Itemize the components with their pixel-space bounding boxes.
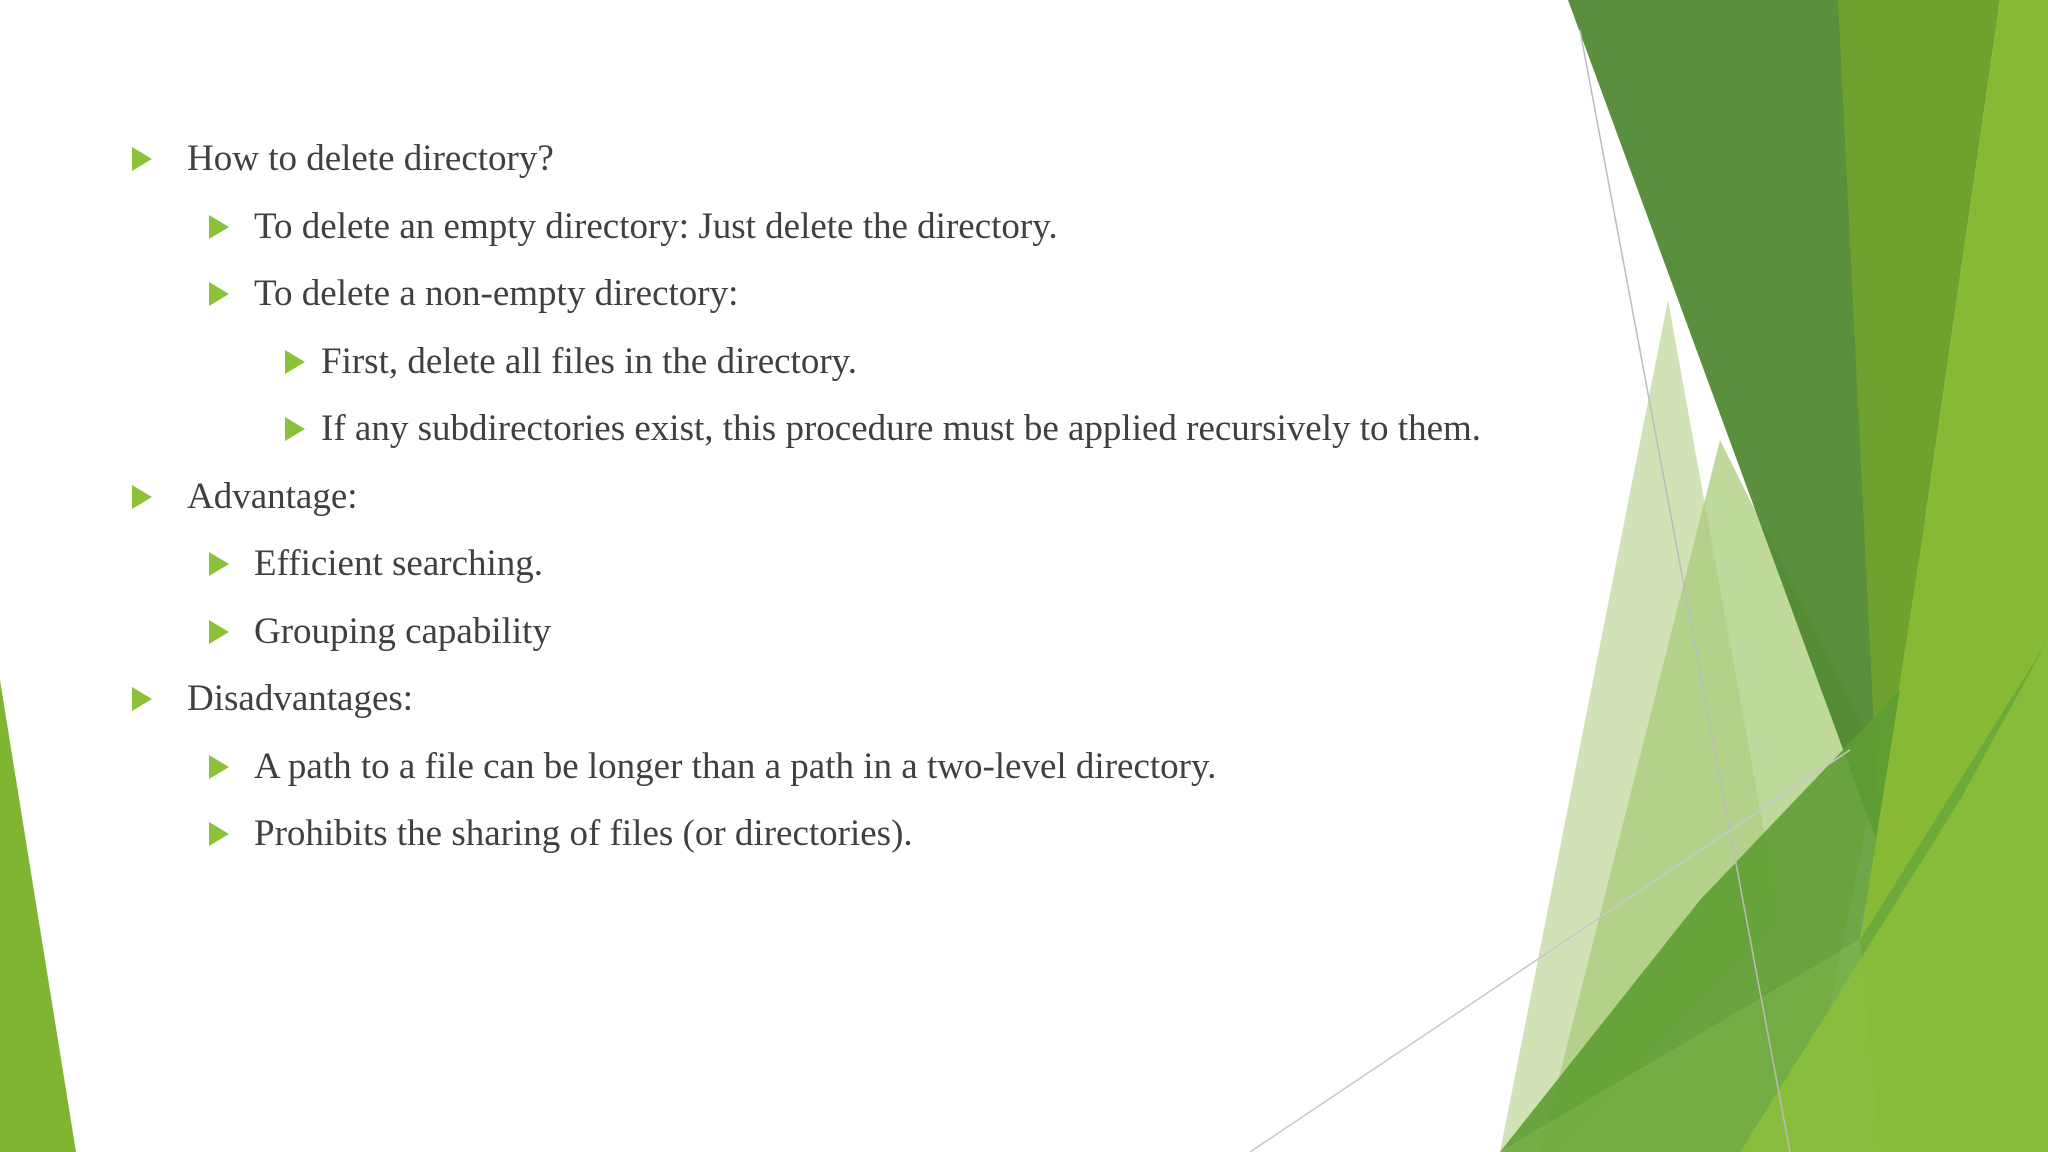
bullet-text: To delete an empty directory: Just delete the directory. [254,206,1058,247]
bullet-text: How to delete directory? [187,138,554,179]
triangle-right-icon [285,350,305,374]
triangle-right-icon [209,620,229,644]
bullet-text: Disadvantages: [187,678,414,719]
bullet-text: If any subdirectories exist, this procedure must be applied recursively to them. [321,408,1482,449]
bullet-text: A path to a file can be longer than a path in a two-level directory. [254,746,1217,787]
triangle-right-icon [209,215,229,239]
bullet-text: Grouping capability [254,611,551,652]
bullet-text: To delete a non-empty directory: [254,273,739,314]
bullet-text: Advantage: [187,476,358,517]
triangle-right-icon [209,282,229,306]
bullet-text: Efficient searching. [254,543,544,584]
triangle-right-icon [132,147,152,171]
triangle-right-icon [209,755,229,779]
triangle-right-icon [209,822,229,846]
bullet-text: First, delete all files in the directory. [321,341,857,382]
triangle-right-icon [209,552,229,576]
triangle-right-icon [132,687,152,711]
triangle-right-icon [285,417,305,441]
bullet-text: Prohibits the sharing of files (or directories). [254,813,913,854]
triangle-right-icon [132,485,152,509]
